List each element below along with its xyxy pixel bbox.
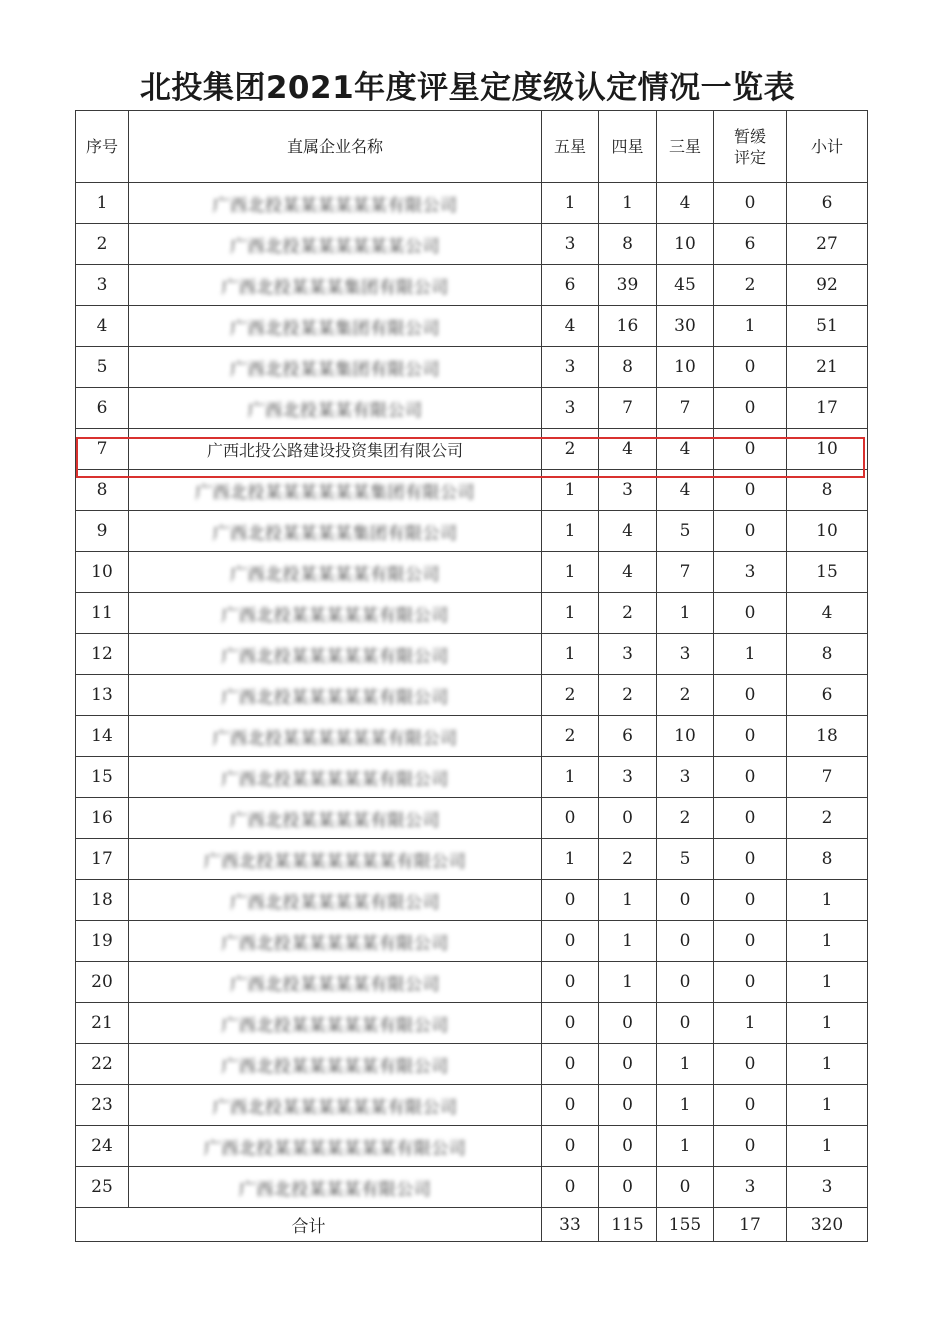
header-deferred-line2: 评定 — [733, 147, 766, 167]
deferred-count: 0 — [714, 470, 787, 511]
row-subtotal: 21 — [787, 347, 868, 388]
four-star-count: 1 — [599, 880, 657, 921]
row-subtotal: 1 — [787, 880, 868, 921]
header-three-star: 三星 — [657, 111, 714, 183]
row-index: 19 — [76, 921, 129, 962]
company-name — [129, 880, 542, 921]
deferred-count: 0 — [714, 921, 787, 962]
three-star-count: 10 — [657, 716, 714, 757]
table-row — [76, 1044, 868, 1085]
company-name-text: 广西北投某某某某某某某有限公司 — [203, 851, 467, 872]
deferred-count: 0 — [714, 798, 787, 839]
table-row — [76, 1085, 868, 1126]
table-row — [76, 757, 868, 798]
company-name-text: 广西北投某某某某某某有限公司 — [212, 195, 458, 216]
five-star-count: 0 — [542, 1044, 599, 1085]
header-subtotal: 小计 — [787, 111, 868, 183]
row-subtotal: 2 — [787, 798, 868, 839]
table-row — [76, 962, 868, 1003]
header-four-star: 四星 — [599, 111, 657, 183]
row-index: 18 — [76, 880, 129, 921]
three-star-count: 1 — [657, 1126, 714, 1167]
row-index: 10 — [76, 552, 129, 593]
four-star-count: 1 — [599, 921, 657, 962]
company-name-text: 广西北投某某某有限公司 — [238, 1179, 432, 1200]
company-name-text: 广西北投某某某某某某集团有限公司 — [195, 482, 475, 503]
table-row — [76, 593, 868, 634]
deferred-count: 0 — [714, 1085, 787, 1126]
company-name — [129, 552, 542, 593]
company-name — [129, 265, 542, 306]
deferred-count: 1 — [714, 634, 787, 675]
row-subtotal: 10 — [787, 429, 868, 470]
table-row — [76, 552, 868, 593]
company-name-text: 广西北投某某某某某某有限公司 — [212, 728, 458, 749]
company-name-text: 广西北投某某某某某某公司 — [230, 236, 440, 257]
four-star-count: 0 — [599, 1126, 657, 1167]
four-star-count: 0 — [599, 1085, 657, 1126]
three-star-count: 7 — [657, 388, 714, 429]
row-subtotal: 3 — [787, 1167, 868, 1208]
row-subtotal: 10 — [787, 511, 868, 552]
deferred-count: 0 — [714, 511, 787, 552]
deferred-count: 0 — [714, 1126, 787, 1167]
five-star-count: 0 — [542, 962, 599, 1003]
four-star-count: 2 — [599, 839, 657, 880]
three-star-count: 0 — [657, 880, 714, 921]
three-star-count: 1 — [657, 1085, 714, 1126]
four-star-count: 8 — [599, 347, 657, 388]
five-star-count: 1 — [542, 470, 599, 511]
company-name — [129, 511, 542, 552]
company-name — [129, 675, 542, 716]
company-name — [129, 1126, 542, 1167]
table-row — [76, 511, 868, 552]
three-star-count: 4 — [657, 429, 714, 470]
row-index: 7 — [76, 429, 129, 470]
deferred-count: 0 — [714, 675, 787, 716]
company-name-text: 广西北投某某某某某有限公司 — [221, 605, 449, 626]
three-star-count: 5 — [657, 511, 714, 552]
four-star-count: 0 — [599, 798, 657, 839]
three-star-count: 10 — [657, 347, 714, 388]
five-star-count: 2 — [542, 675, 599, 716]
row-subtotal: 18 — [787, 716, 868, 757]
three-star-count: 5 — [657, 839, 714, 880]
table-row — [76, 388, 868, 429]
company-name — [129, 306, 542, 347]
deferred-count: 3 — [714, 552, 787, 593]
company-name — [129, 757, 542, 798]
company-name-text: 广西北投某某某某某有限公司 — [221, 1056, 449, 1077]
header-deferred — [714, 111, 787, 183]
row-subtotal: 8 — [787, 839, 868, 880]
five-star-count: 1 — [542, 511, 599, 552]
four-star-count: 7 — [599, 388, 657, 429]
company-name — [129, 1044, 542, 1085]
table-row — [76, 1003, 868, 1044]
row-subtotal: 17 — [787, 388, 868, 429]
deferred-count: 2 — [714, 265, 787, 306]
four-star-count: 0 — [599, 1003, 657, 1044]
company-name-text: 广西北投某某某某某有限公司 — [221, 687, 449, 708]
total-five-star: 33 — [542, 1208, 599, 1242]
row-index: 9 — [76, 511, 129, 552]
header-company-name: 直属企业名称 — [129, 111, 542, 183]
company-name — [129, 839, 542, 880]
deferred-count: 1 — [714, 306, 787, 347]
deferred-count: 0 — [714, 388, 787, 429]
three-star-count: 30 — [657, 306, 714, 347]
row-subtotal: 8 — [787, 470, 868, 511]
table-row — [76, 716, 868, 757]
row-subtotal: 1 — [787, 1126, 868, 1167]
five-star-count: 2 — [542, 429, 599, 470]
row-subtotal: 1 — [787, 921, 868, 962]
row-index: 11 — [76, 593, 129, 634]
four-star-count: 3 — [599, 757, 657, 798]
three-star-count: 2 — [657, 798, 714, 839]
total-label: 合计 — [76, 1208, 542, 1242]
row-index: 22 — [76, 1044, 129, 1085]
company-name-text: 广西北投某某某某有限公司 — [230, 810, 440, 831]
four-star-count: 4 — [599, 511, 657, 552]
four-star-count: 1 — [599, 962, 657, 1003]
three-star-count: 1 — [657, 1044, 714, 1085]
total-four-star: 115 — [599, 1208, 657, 1242]
five-star-count: 1 — [542, 757, 599, 798]
three-star-count: 3 — [657, 757, 714, 798]
total-row — [76, 1208, 868, 1242]
company-name-text: 广西北投某某集团有限公司 — [230, 318, 440, 339]
table-row — [76, 306, 868, 347]
company-name-text: 广西北投某某某某有限公司 — [230, 564, 440, 585]
five-star-count: 0 — [542, 1126, 599, 1167]
row-index: 14 — [76, 716, 129, 757]
four-star-count: 1 — [599, 183, 657, 224]
five-star-count: 3 — [542, 388, 599, 429]
row-subtotal: 7 — [787, 757, 868, 798]
company-name — [129, 798, 542, 839]
table-row — [76, 470, 868, 511]
row-subtotal: 6 — [787, 675, 868, 716]
three-star-count: 7 — [657, 552, 714, 593]
table-row — [76, 839, 868, 880]
page-title: 北投集团2021年度评星定度级认定情况一览表 — [139, 70, 796, 106]
deferred-count: 0 — [714, 839, 787, 880]
deferred-count: 3 — [714, 1167, 787, 1208]
five-star-count: 3 — [542, 347, 599, 388]
company-name-text: 广西北投某某集团有限公司 — [230, 359, 440, 380]
three-star-count: 3 — [657, 634, 714, 675]
five-star-count: 1 — [542, 552, 599, 593]
row-subtotal: 27 — [787, 224, 868, 265]
company-name — [129, 1167, 542, 1208]
five-star-count: 1 — [542, 183, 599, 224]
four-star-count: 2 — [599, 675, 657, 716]
deferred-count: 0 — [714, 757, 787, 798]
three-star-count: 1 — [657, 593, 714, 634]
company-name-text: 广西北投某某某某有限公司 — [230, 974, 440, 995]
row-subtotal: 8 — [787, 634, 868, 675]
company-name-text: 广西北投某某某某某有限公司 — [221, 1015, 449, 1036]
company-name — [129, 1085, 542, 1126]
table-row — [76, 921, 868, 962]
table-row — [76, 224, 868, 265]
four-star-count: 39 — [599, 265, 657, 306]
table-row — [76, 634, 868, 675]
four-star-count: 3 — [599, 634, 657, 675]
five-star-count: 6 — [542, 265, 599, 306]
four-star-count: 0 — [599, 1167, 657, 1208]
row-index: 13 — [76, 675, 129, 716]
five-star-count: 0 — [542, 1003, 599, 1044]
row-index: 16 — [76, 798, 129, 839]
company-name — [129, 593, 542, 634]
deferred-count: 0 — [714, 183, 787, 224]
header-five-star: 五星 — [542, 111, 599, 183]
total-subtotal: 320 — [787, 1208, 868, 1242]
table-row — [76, 880, 868, 921]
table-header-row — [76, 111, 868, 183]
three-star-count: 45 — [657, 265, 714, 306]
five-star-count: 0 — [542, 921, 599, 962]
three-star-count: 0 — [657, 921, 714, 962]
row-subtotal: 92 — [787, 265, 868, 306]
company-name — [129, 388, 542, 429]
header-deferred-line1: 暂缓 — [733, 126, 766, 146]
company-name — [129, 470, 542, 511]
row-index: 17 — [76, 839, 129, 880]
company-name-text: 广西北投某某某某某有限公司 — [221, 933, 449, 954]
company-name — [129, 634, 542, 675]
row-index: 1 — [76, 183, 129, 224]
table-row — [76, 347, 868, 388]
four-star-count: 3 — [599, 470, 657, 511]
company-name — [129, 962, 542, 1003]
table-row — [76, 183, 868, 224]
company-name-text: 广西北投某某某某集团有限公司 — [212, 523, 458, 544]
three-star-count: 10 — [657, 224, 714, 265]
table-row — [76, 1126, 868, 1167]
company-name — [129, 921, 542, 962]
total-three-star: 155 — [657, 1208, 714, 1242]
row-index: 24 — [76, 1126, 129, 1167]
row-subtotal: 51 — [787, 306, 868, 347]
table-row — [76, 1167, 868, 1208]
row-index: 15 — [76, 757, 129, 798]
four-star-count: 2 — [599, 593, 657, 634]
row-index: 5 — [76, 347, 129, 388]
row-subtotal: 1 — [787, 1085, 868, 1126]
row-subtotal: 15 — [787, 552, 868, 593]
deferred-count: 0 — [714, 429, 787, 470]
deferred-count: 0 — [714, 1044, 787, 1085]
five-star-count: 3 — [542, 224, 599, 265]
company-name-text: 广西北投某某某某某有限公司 — [221, 769, 449, 790]
row-index: 3 — [76, 265, 129, 306]
table-row — [76, 798, 868, 839]
three-star-count: 2 — [657, 675, 714, 716]
five-star-count: 0 — [542, 880, 599, 921]
deferred-count: 1 — [714, 1003, 787, 1044]
five-star-count: 1 — [542, 839, 599, 880]
row-subtotal: 6 — [787, 183, 868, 224]
company-name — [129, 183, 542, 224]
row-index: 25 — [76, 1167, 129, 1208]
company-name — [129, 224, 542, 265]
row-index: 12 — [76, 634, 129, 675]
deferred-count: 0 — [714, 593, 787, 634]
five-star-count: 0 — [542, 1085, 599, 1126]
row-subtotal: 1 — [787, 962, 868, 1003]
four-star-count: 8 — [599, 224, 657, 265]
company-name-text: 广西北投某某某某某有限公司 — [221, 646, 449, 667]
row-index: 6 — [76, 388, 129, 429]
row-subtotal: 4 — [787, 593, 868, 634]
row-index: 23 — [76, 1085, 129, 1126]
company-name-text: 广西北投某某某某某某有限公司 — [212, 1097, 458, 1118]
three-star-count: 0 — [657, 1003, 714, 1044]
row-index: 2 — [76, 224, 129, 265]
four-star-count: 4 — [599, 429, 657, 470]
company-name — [129, 716, 542, 757]
company-name-text: 广西北投某某某某有限公司 — [230, 892, 440, 913]
three-star-count: 4 — [657, 183, 714, 224]
table-row — [76, 265, 868, 306]
four-star-count: 6 — [599, 716, 657, 757]
three-star-count: 0 — [657, 962, 714, 1003]
company-name-text: 广西北投公路建设投资集团有限公司 — [206, 440, 463, 460]
company-name — [129, 1003, 542, 1044]
row-index: 4 — [76, 306, 129, 347]
company-name — [129, 347, 542, 388]
company-name-text: 广西北投某某某集团有限公司 — [221, 277, 449, 298]
total-deferred: 17 — [714, 1208, 787, 1242]
row-subtotal: 1 — [787, 1044, 868, 1085]
row-index: 20 — [76, 962, 129, 1003]
table-row — [76, 675, 868, 716]
five-star-count: 2 — [542, 716, 599, 757]
company-name — [129, 429, 542, 470]
row-subtotal: 1 — [787, 1003, 868, 1044]
rating-table — [75, 110, 868, 1242]
deferred-count: 0 — [714, 880, 787, 921]
three-star-count: 0 — [657, 1167, 714, 1208]
five-star-count: 0 — [542, 1167, 599, 1208]
four-star-count: 0 — [599, 1044, 657, 1085]
five-star-count: 1 — [542, 634, 599, 675]
row-index: 8 — [76, 470, 129, 511]
four-star-count: 4 — [599, 552, 657, 593]
row-index: 21 — [76, 1003, 129, 1044]
three-star-count: 4 — [657, 470, 714, 511]
five-star-count: 0 — [542, 798, 599, 839]
table-row — [76, 429, 868, 470]
five-star-count: 1 — [542, 593, 599, 634]
company-name-text: 广西北投某某某某某某某有限公司 — [203, 1138, 467, 1159]
deferred-count: 0 — [714, 716, 787, 757]
deferred-count: 0 — [714, 347, 787, 388]
deferred-count: 6 — [714, 224, 787, 265]
four-star-count: 16 — [599, 306, 657, 347]
header-index: 序号 — [76, 111, 129, 183]
deferred-count: 0 — [714, 962, 787, 1003]
company-name-text: 广西北投某某有限公司 — [247, 400, 423, 421]
five-star-count: 4 — [542, 306, 599, 347]
